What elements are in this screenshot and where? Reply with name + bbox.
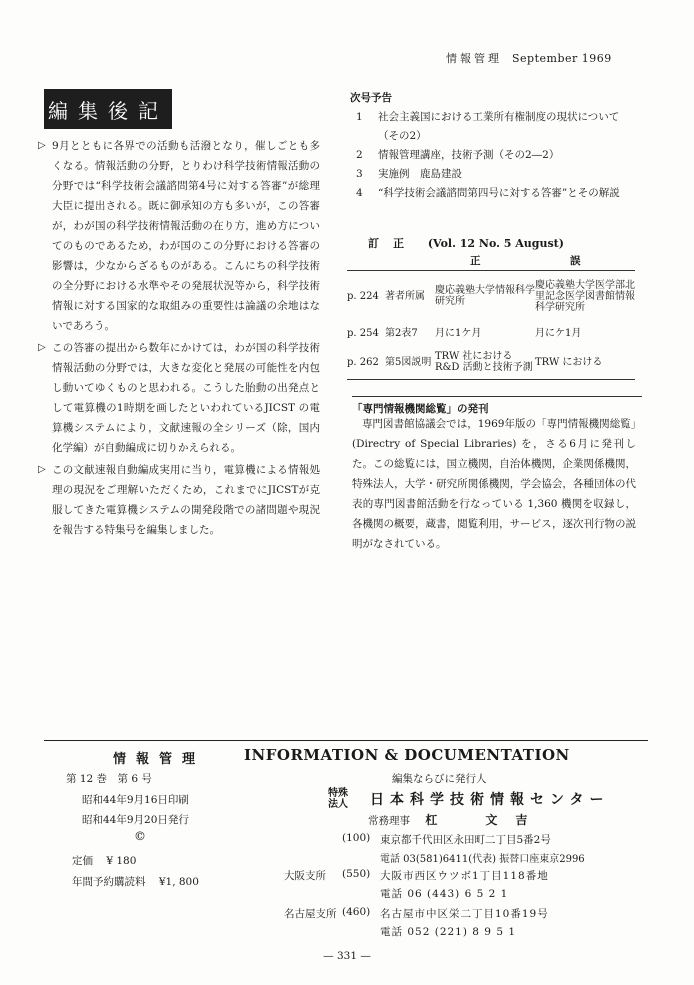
colophon-nagoya-label: 名古屋支所 [284,908,337,920]
errata-volume: (Vol. 12 No. 5 August) [427,237,564,250]
colophon-publisher: 日本科学技術情報センター [370,792,610,808]
list-item: 2 情報管理講座，技術予測（その2―2） [356,149,560,161]
colophon-corp-type: 特殊法人 [328,788,348,810]
news-body: 専門図書館協議会では，1969年版の「専門情報機関総覧」(Directry of Special Libraries) を，さる6月に発刊した。この総覧には，国立機関，自治体機関，企業関係機関，特殊法人，大学・研究所関係機関，学会協会，各種団体の代表的専門図書館活動を行なっている 1,360 機関を収録し，各機関の概要，蔵書，閲覧利用，サービス，逐次刊行物の説明がなされている。 [352,418,636,550]
colophon-nagoya-zip: (460) [342,906,371,918]
colophon-osaka-tel: 電話 06 (443) 6 5 2 1 [380,888,509,900]
colophon-published: 昭和44年9月20日発行 [82,814,189,826]
colophon-nagoya-tel: 電話 052 (221) 8 9 5 1 [380,926,517,938]
copyright-icon: © [134,829,146,843]
colophon-osaka-label: 大阪支所 [284,870,326,882]
colophon-osaka-zip: (550) [342,868,371,880]
triangle-marker-icon: ▷ [38,140,46,151]
editor-note-paragraph: ▷ この答審の提出から数年にかけては，わが国の科学技術情報活動の分野では，大きな変化と発展の可能性を内包し動いてゆくものと思われる。こうした胎動の出発点として電算機の1時期を画したといわれているJICST の電算機システムにより，文献速報の全シリーズ（除，国内化学編）が自動編成に切りかえられる。 [38,338,320,458]
editor-note-body [38,136,320,542]
colophon-osaka-addr: 大阪市西区ウツボ1丁目118番地 [380,870,549,882]
colophon-director: 常務理事 杠 文吉 [368,813,546,827]
errata-heading [368,235,564,251]
header-date: September 1969 [512,52,612,65]
colophon-head-addr: 東京都千代田区永田町二丁目5番2号 [380,834,551,846]
news-title: 「専門情報機関総覧」の発刊 [352,396,642,416]
colophon-head-zip: (100) [342,832,371,844]
editor-note-paragraph: ▷ この文献速報自動編成実用に当り，電算機による情報処理の現況をご理解いただくため，これまでにJICSTが克服してきた電算機システムの開発段階での諸問題や現況を報告する特集号を編集しました。 [38,460,320,540]
colophon-head-tel: 電話 03(581)6411(代表) 振替口座東京2996 [380,854,585,865]
errata-col-correct: 正 [470,255,481,267]
colophon-volume: 第 12 巻 第 6 号 [66,773,152,785]
table-row: p. 224 著者所属 慶応義塾大学情報科学研究所 慶応義塾大学医学部北里記念医学図書館情報科学研究所 [347,279,635,313]
page-number: — 331 — [323,950,371,962]
errata-table [347,270,635,380]
colophon-editor-publisher: 編集ならびに発行人 [392,773,487,785]
header-journal: 情報管理 [446,52,502,65]
colophon-nagoya-addr: 名古屋市中区栄二丁目10番19号 [380,908,549,920]
triangle-marker-icon: ▷ [38,342,46,353]
triangle-marker-icon: ▷ [38,464,46,475]
colophon-printed: 昭和44年9月16日印刷 [82,794,189,806]
editor-note-paragraph: ▷ 9月とともに各界での活動も活潑となり，催しごとも多くなる。情報活動の分野，とりわけ科学技術情報活動の分野では“科学技術会議諮問第4号に対する答審”が総理大臣に提出される。既に御承知の方も多いが，この答審が，わが国の科学技術情報活動の在り方，進め方についてのものであるため，わが国のこの分野における答審の影響は，少なからざるものがある。こんにちの科学技術の全分野における水準やその発展状況等から，科学技術情報に対する国家的な取組みの重要性は論議の余地はないであろう。 [38,136,320,336]
table-row: p. 254 第2表7 月に1ケ月 月にケ1月 [347,327,582,339]
colophon-rule [44,740,648,741]
running-header [446,50,612,66]
table-row: p. 262 第5図説明 TRW 社における R&D 活動と技術予測 TRW における [347,351,603,373]
list-item: 4 “科学技術会議諮問第四号に対する答審”とその解説 [356,187,620,199]
next-issue-title: 次号予告 [350,92,392,104]
colophon-price: 定価 ¥ 180 [72,855,137,867]
errata-title: 訂正 [368,237,418,250]
colophon-annual: 年間予約購読料 ¥1, 800 [72,876,199,888]
list-item: 1 社会主義国における工業所有権制度の現状について（その2） [356,111,620,142]
colophon-journal-en: INFORMATION & DOCUMENTATION [244,746,570,764]
next-issue-list [356,108,636,203]
colophon-journal-jp: 情報管理 [113,752,206,767]
editor-note-title: 編集後記 [44,89,172,129]
errata-col-wrong: 誤 [570,255,581,267]
list-item: 3 実施例 鹿島建設 [356,168,462,180]
